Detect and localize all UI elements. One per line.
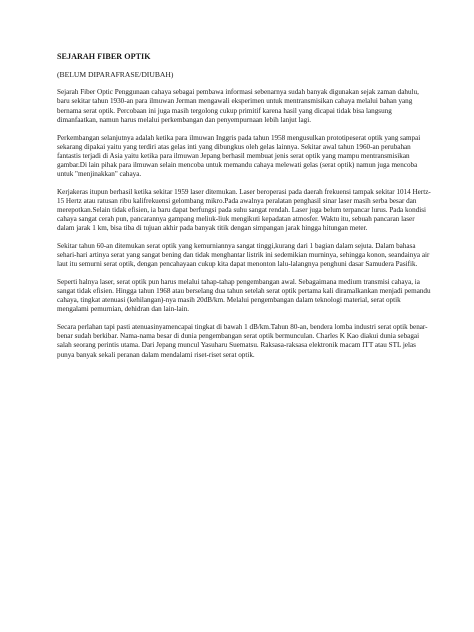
document-title: SEJARAH FIBER OPTIK: [57, 52, 151, 61]
paragraph-1: Sejarah Fiber Optic Penggunaan cahaya sebagai pembawa informasi sebenarnya sudah banyak digunakan sejak zaman dahulu, baru sekitar tahun 1930-an para ilmuwan Jerman mengawali eksperimen untuk mentransmisikan cahaya melalui bahan yang bernama serat optik. Percobaan ini juga masih tergolong cukup primitif karena hasil yang dicapai tidak bisa langsung dimanfaatkan, namun harus melalui perkembangan dan penyempurnaan lebih lanjut lagi.: [57, 88, 419, 124]
paragraph-2: Perkembangan selanjutnya adalah ketika para ilmuwan Inggris pada tahun 1958 mengusulkan prototipeserat optik yang sampai sekarang dipakai yaitu yang terdiri atas gelas inti yang dibungkus oleh gelas lainnya. Sekitar awal tahun 1960-an perubahan fantastis terjadi di Asia yaitu ketika para ilmuwan Jepang berhasil membuat jenis serat optik yang mampu mentransmisikan gambar.Di lain pihak para ilmuwan selain mencoba untuk memandu cahaya melewati gelas (serat optik) namun juga mencoba untuk "menjinakkan" cahaya.: [57, 133, 421, 178]
paragraph-4: Sekitar tahun 60-an ditemukan serat optik yang kemurniannya sangat tinggi,kurang dari 1 bagian dalam sejuta. Dalam bahasa sehari-hari artinya serat yang sangat bening dan tidak menghantar listrik ini sedemikian murninya, sehingga konon, seandainya air laut itu semurni serat optik, dengan pencahayaan cukup kita dapat menonton lalu-lalangnya penghuni dasar Samudera Pasifik.: [57, 242, 430, 269]
document-body: [57, 52, 433, 369]
paragraph-6: Secara perlahan tapi pasti atenuasinyamencapai tingkat di bawah 1 dB/km.Tahun 80-an, bendera lomba industri serat optik benar-benar sudah berkibar. Nama-nama besar di dunia pengembangan serat optik bermunculan. Charles K Kao diakui dunia sebagai salah seorang perintis utama. Dari Jepang muncul Yasuharu Suematsu. Raksasa-raksasa elektronik macam ITT atau STL jelas punya banyak sekali peranan dalam mendalami riset-riset serat optik.: [57, 323, 428, 359]
document-subtitle: (BELUM DIPARAFRASE/DIUBAH): [57, 70, 174, 79]
paragraph-5: Seperti halnya laser, serat optik pun harus melalui tahap-tahap pengembangan awal. Sebagaimana medium transmisi cahaya, ia sangat tidak efisien. Hingga tahun 1968 atau berselang dua tahun setelah serat optik pertama kali diramalkankan menjadi pemandu cahaya, tingkat atenuasi (kehilangan)-nya masih 20dB/km. Melalui pengembangan dalam teknologi material, serat optik mengalami pemurnian, dehidran dan lain-lain.: [57, 278, 431, 314]
paragraph-3: Kerjakeras itupun berhasil ketika sekitar 1959 laser ditemukan. Laser beroperasi pada daerah frekuensi tampak sekitar 1014 Hertz-15 Hertz atau ratusan ribu kalifrekuensi gelombang mikro.Pada awalnya peralatan penghasil sinar laser masih serba besar dan merepotkan.Selain tidak efisien, ia baru dapat berfungsi pada suhu sangat rendah. Laser juga belum terpancar lurus. Pada kondisi cahaya sangat cerah pun, pancarannya gampang meliuk-liuk mengikuti kepadatan atmosfer. Waktu itu, sebuah pancaran laser dalam jarak 1 km, bisa tiba di tujuan akhir pada banyak titik dengan simpangan jarak hingga hitungan meter.: [57, 187, 431, 233]
